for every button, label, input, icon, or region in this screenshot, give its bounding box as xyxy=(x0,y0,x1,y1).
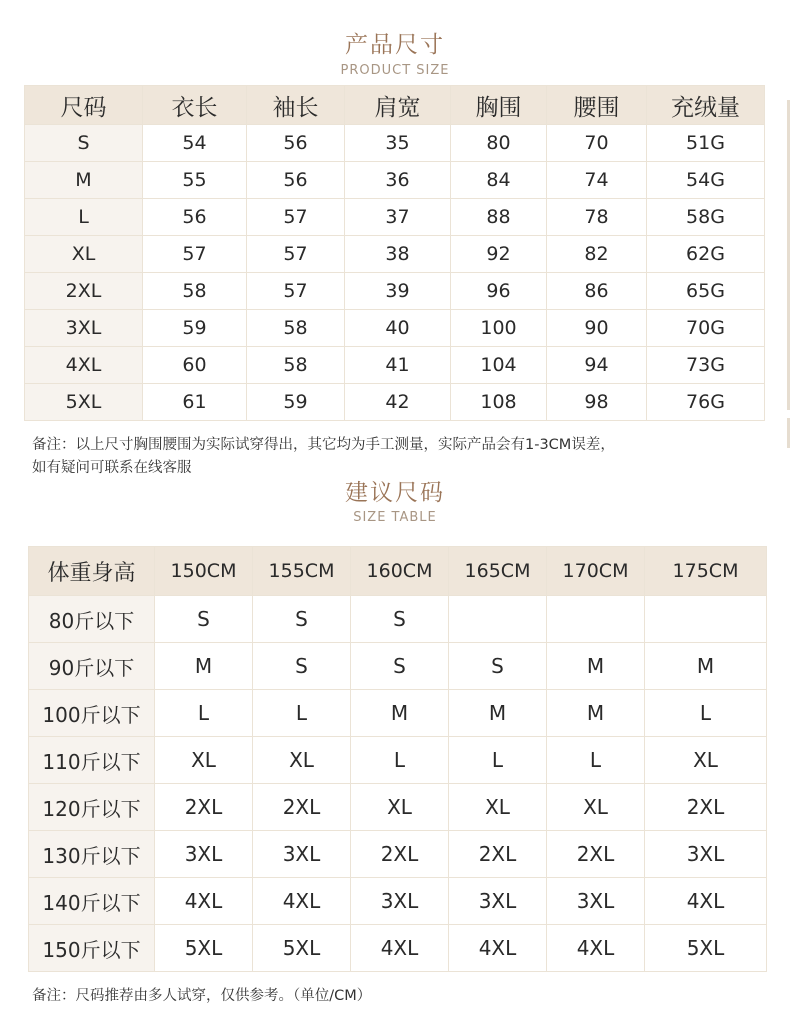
table-row xyxy=(29,690,767,737)
measure-cell: 56 xyxy=(247,162,345,199)
recommended-size-cell xyxy=(645,596,767,643)
measure-cell: 90 xyxy=(547,310,647,347)
weight-label: 90斤以下 xyxy=(29,643,155,690)
product-size-subtitle: PRODUCT SIZE xyxy=(340,63,450,78)
measure-cell: 96 xyxy=(451,273,547,310)
table-row xyxy=(25,199,765,236)
measure-cell: 94 xyxy=(547,347,647,384)
measure-cell: 80 xyxy=(451,125,547,162)
recommended-size-cell: XL xyxy=(547,784,645,831)
measure-cell: 51G xyxy=(647,125,765,162)
height-header: 170CM xyxy=(547,547,645,596)
recommended-size-cell: 4XL xyxy=(449,925,547,972)
measure-cell: 35 xyxy=(345,125,451,162)
recommended-size-cell: 4XL xyxy=(351,925,449,972)
corner-label: 体重身高 xyxy=(29,547,155,596)
measure-cell: 41 xyxy=(345,347,451,384)
size-label: 5XL xyxy=(25,384,143,421)
table-row xyxy=(25,162,765,199)
recommended-size-cell: M xyxy=(547,643,645,690)
size-recommendation-table xyxy=(28,546,767,972)
height-header: 175CM xyxy=(645,547,767,596)
measure-cell: 57 xyxy=(143,236,247,273)
measure-cell: 55 xyxy=(143,162,247,199)
measure-cell: 42 xyxy=(345,384,451,421)
recommended-size-cell: S xyxy=(253,643,351,690)
measure-cell: 70 xyxy=(547,125,647,162)
measure-cell: 86 xyxy=(547,273,647,310)
size-table-note: 备注：尺码推荐由多人试穿，仅供参考。（单位/CM） xyxy=(32,988,372,1004)
measure-cell: 58 xyxy=(247,347,345,384)
table-row xyxy=(25,273,765,310)
measure-cell: 92 xyxy=(451,236,547,273)
table-row xyxy=(25,310,765,347)
measure-cell: 82 xyxy=(547,236,647,273)
measure-cell: 76G xyxy=(647,384,765,421)
weight-label: 100斤以下 xyxy=(29,690,155,737)
measure-cell: 59 xyxy=(247,384,345,421)
table-row xyxy=(25,125,765,162)
recommended-size-cell: 4XL xyxy=(547,925,645,972)
weight-label: 120斤以下 xyxy=(29,784,155,831)
height-header: 165CM xyxy=(449,547,547,596)
recommended-size-cell: XL xyxy=(253,737,351,784)
recommended-size-cell: L xyxy=(645,690,767,737)
recommended-size-cell: 4XL xyxy=(645,878,767,925)
measure-cell: 84 xyxy=(451,162,547,199)
size-table-title: 建议尺码 xyxy=(345,480,445,506)
size-label: XL xyxy=(25,236,143,273)
recommended-size-cell: M xyxy=(351,690,449,737)
header-cell: 衣长 xyxy=(143,86,247,125)
recommended-size-cell: 3XL xyxy=(253,831,351,878)
table-row xyxy=(29,643,767,690)
measure-cell: 40 xyxy=(345,310,451,347)
weight-label: 80斤以下 xyxy=(29,596,155,643)
recommended-size-cell xyxy=(547,596,645,643)
header-cell: 尺码 xyxy=(25,86,143,125)
recommended-size-cell: 5XL xyxy=(645,925,767,972)
measure-cell: 61 xyxy=(143,384,247,421)
table-row xyxy=(25,347,765,384)
measure-cell: 58 xyxy=(247,310,345,347)
header-cell: 充绒量 xyxy=(647,86,765,125)
measure-cell: 58G xyxy=(647,199,765,236)
recommended-size-cell: 3XL xyxy=(547,878,645,925)
table-row xyxy=(25,236,765,273)
table-row xyxy=(29,596,767,643)
table-row xyxy=(29,925,767,972)
note-line: 备注：以上尺寸胸围腰围为实际试穿得出，其它均为手工测量，实际产品会有1-3CM误差， xyxy=(32,437,615,453)
recommended-size-cell: S xyxy=(155,596,253,643)
measure-cell: 56 xyxy=(247,125,345,162)
size-table-subtitle: SIZE TABLE xyxy=(353,510,437,525)
recommended-size-cell: 2XL xyxy=(155,784,253,831)
recommended-size-cell: 3XL xyxy=(449,878,547,925)
recommended-size-cell: XL xyxy=(351,784,449,831)
recommended-size-cell: 4XL xyxy=(155,878,253,925)
measure-cell: 54G xyxy=(647,162,765,199)
measure-cell: 36 xyxy=(345,162,451,199)
recommended-size-cell: 2XL xyxy=(547,831,645,878)
recommended-size-cell: L xyxy=(253,690,351,737)
recommended-size-cell: S xyxy=(253,596,351,643)
recommended-size-cell: 2XL xyxy=(253,784,351,831)
size-label: S xyxy=(25,125,143,162)
recommended-size-cell: XL xyxy=(449,784,547,831)
table-row xyxy=(29,784,767,831)
size-label: 3XL xyxy=(25,310,143,347)
measure-cell: 57 xyxy=(247,273,345,310)
recommended-size-cell: M xyxy=(449,690,547,737)
measure-cell: 73G xyxy=(647,347,765,384)
recommended-size-cell xyxy=(449,596,547,643)
recommended-size-cell: 2XL xyxy=(645,784,767,831)
measure-cell: 78 xyxy=(547,199,647,236)
size-label: 2XL xyxy=(25,273,143,310)
table-row xyxy=(29,737,767,784)
height-header: 160CM xyxy=(351,547,449,596)
measure-cell: 98 xyxy=(547,384,647,421)
measure-cell: 62G xyxy=(647,236,765,273)
height-header: 150CM xyxy=(155,547,253,596)
measure-cell: 59 xyxy=(143,310,247,347)
weight-label: 110斤以下 xyxy=(29,737,155,784)
header-cell: 肩宽 xyxy=(345,86,451,125)
recommended-size-cell: S xyxy=(449,643,547,690)
recommended-size-cell: 2XL xyxy=(351,831,449,878)
recommended-size-cell: L xyxy=(351,737,449,784)
recommended-size-cell: 3XL xyxy=(351,878,449,925)
recommended-size-cell: 3XL xyxy=(155,831,253,878)
measure-cell: 37 xyxy=(345,199,451,236)
measure-cell: 70G xyxy=(647,310,765,347)
measure-cell: 38 xyxy=(345,236,451,273)
recommended-size-cell: L xyxy=(449,737,547,784)
recommended-size-cell: S xyxy=(351,596,449,643)
product-size-header-row xyxy=(25,86,765,125)
header-cell: 胸围 xyxy=(451,86,547,125)
recommended-size-cell: 3XL xyxy=(645,831,767,878)
recommended-size-cell: L xyxy=(547,737,645,784)
table-row xyxy=(29,878,767,925)
measure-cell: 100 xyxy=(451,310,547,347)
height-header: 155CM xyxy=(253,547,351,596)
table-row xyxy=(25,384,765,421)
measure-cell: 56 xyxy=(143,199,247,236)
measure-cell: 65G xyxy=(647,273,765,310)
recommended-size-cell: L xyxy=(155,690,253,737)
recommended-size-cell: S xyxy=(351,643,449,690)
recommended-size-cell: M xyxy=(155,643,253,690)
recommended-size-cell: M xyxy=(645,643,767,690)
recommended-size-cell: XL xyxy=(645,737,767,784)
recommended-size-cell: 5XL xyxy=(155,925,253,972)
measure-cell: 57 xyxy=(247,199,345,236)
size-table-header-row xyxy=(29,547,767,596)
measure-cell: 54 xyxy=(143,125,247,162)
product-size-title: 产品尺寸 xyxy=(345,32,445,58)
recommended-size-cell: M xyxy=(547,690,645,737)
measure-cell: 39 xyxy=(345,273,451,310)
measure-cell: 60 xyxy=(143,347,247,384)
weight-label: 150斤以下 xyxy=(29,925,155,972)
weight-label: 130斤以下 xyxy=(29,831,155,878)
size-label: M xyxy=(25,162,143,199)
recommended-size-cell: 2XL xyxy=(449,831,547,878)
size-label: 4XL xyxy=(25,347,143,384)
recommended-size-cell: 4XL xyxy=(253,878,351,925)
product-size-table xyxy=(24,85,765,421)
measure-cell: 104 xyxy=(451,347,547,384)
measure-cell: 88 xyxy=(451,199,547,236)
weight-label: 140斤以下 xyxy=(29,878,155,925)
recommended-size-cell: 5XL xyxy=(253,925,351,972)
measure-cell: 108 xyxy=(451,384,547,421)
note-line: 如有疑问可联系在线客服 xyxy=(32,460,192,476)
recommended-size-cell: XL xyxy=(155,737,253,784)
measure-cell: 58 xyxy=(143,273,247,310)
measure-cell: 57 xyxy=(247,236,345,273)
header-cell: 腰围 xyxy=(547,86,647,125)
header-cell: 袖长 xyxy=(247,86,345,125)
table-row xyxy=(29,831,767,878)
size-label: L xyxy=(25,199,143,236)
measure-cell: 74 xyxy=(547,162,647,199)
